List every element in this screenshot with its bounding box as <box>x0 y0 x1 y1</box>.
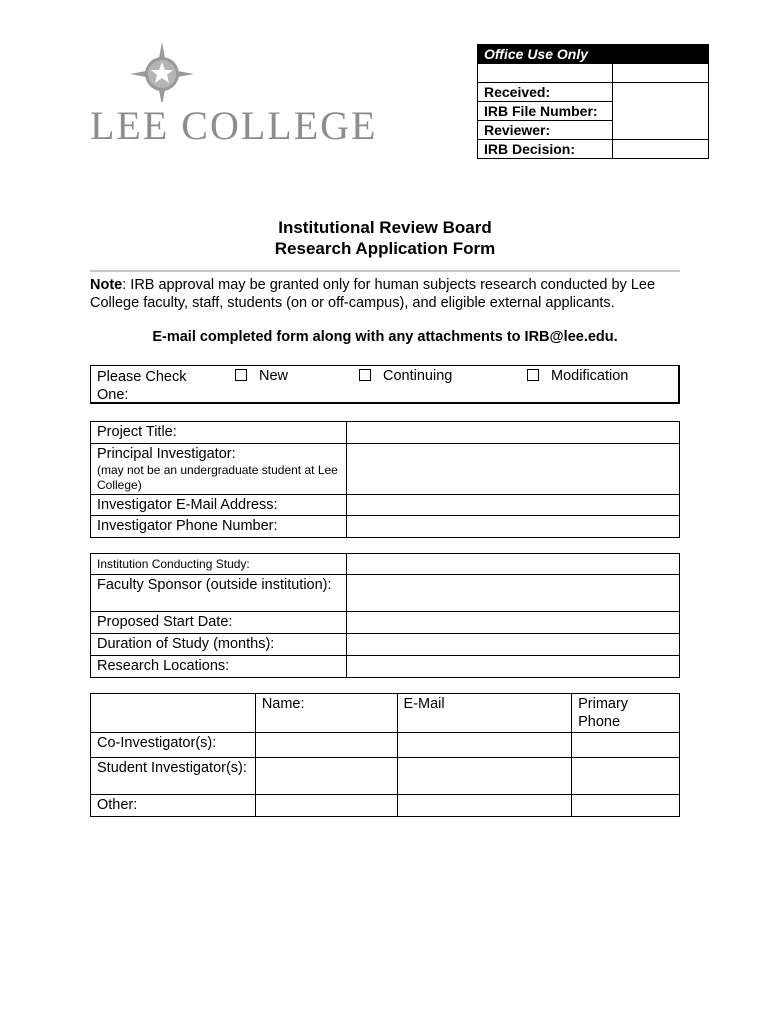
project-title-label: Project Title: <box>91 422 347 444</box>
page-title: Institutional Review Board <box>278 218 492 237</box>
faculty-sponsor-label: Faculty Sponsor (outside institution): <box>91 575 347 612</box>
investigator-email-field[interactable] <box>347 495 680 516</box>
co-investigators-table <box>90 693 680 817</box>
student-investigator-name[interactable] <box>255 758 397 795</box>
irb-decision-label: IRB Decision: <box>478 140 613 159</box>
option-continuing-label: Continuing <box>383 368 453 384</box>
checkbox-modification[interactable] <box>527 369 539 381</box>
student-investigator-phone[interactable] <box>572 758 680 795</box>
co-investigator-email[interactable] <box>397 733 572 758</box>
checkbox-new[interactable] <box>235 369 247 381</box>
email-instruction: E-mail completed form along with any attachments to IRB@lee.edu. <box>152 329 618 345</box>
office-use-header: Office Use Only <box>478 45 613 64</box>
option-new[interactable] <box>235 368 288 384</box>
option-modification-label: Modification <box>551 368 629 384</box>
study-table <box>90 553 680 678</box>
col-email-header: E-Mail <box>397 694 572 733</box>
reviewer-label: Reviewer: <box>478 121 613 140</box>
co-investigator-name[interactable] <box>255 733 397 758</box>
co-investigator-label: Co-Investigator(s): <box>91 733 256 758</box>
pi-note: (may not be an undergraduate student at Lee College) <box>97 463 338 492</box>
research-locations-field[interactable] <box>347 656 680 678</box>
irb-file-label: IRB File Number: <box>478 102 613 121</box>
investigator-phone-field[interactable] <box>347 516 680 538</box>
logo-wordmark: LEE COLLEGE <box>90 103 378 148</box>
irb-decision-value[interactable] <box>613 140 709 159</box>
lee-college-logo <box>90 40 378 150</box>
compass-star-icon <box>90 40 350 102</box>
note-text: : IRB approval may be granted only for human subjects research conducted by Lee College faculty, staff, students (on or off-campus), and eligible external applicants. <box>90 277 656 311</box>
duration-label: Duration of Study (months): <box>91 634 347 656</box>
checkbox-continuing[interactable] <box>359 369 371 381</box>
institution-field[interactable] <box>347 554 680 575</box>
start-date-field[interactable] <box>347 612 680 634</box>
investigator-table <box>90 421 680 538</box>
office-blank-cell[interactable] <box>613 64 709 83</box>
project-title-field[interactable] <box>347 422 680 444</box>
please-check-label: Please Check One: <box>97 369 187 403</box>
office-use-table <box>477 44 709 159</box>
option-modification[interactable] <box>527 368 628 384</box>
faculty-sponsor-field[interactable] <box>347 575 680 612</box>
duration-field[interactable] <box>347 634 680 656</box>
option-new-label: New <box>259 368 289 384</box>
option-continuing[interactable] <box>359 368 452 384</box>
office-use-header-blank <box>613 45 709 64</box>
institution-label: Institution Conducting Study: <box>91 554 347 575</box>
other-email[interactable] <box>397 795 572 817</box>
note-paragraph <box>90 276 685 312</box>
pi-field[interactable] <box>347 444 680 495</box>
office-blank-cell <box>478 64 613 83</box>
received-label: Received: <box>478 83 613 102</box>
col-name-header: Name: <box>255 694 397 733</box>
other-phone[interactable] <box>572 795 680 817</box>
header-blank <box>91 694 256 733</box>
col-phone-header: Primary Phone <box>572 694 680 733</box>
note-label: Note <box>90 277 123 293</box>
investigator-phone-label: Investigator Phone Number: <box>91 516 347 538</box>
pi-cell <box>91 444 347 495</box>
start-date-label: Proposed Start Date: <box>91 612 347 634</box>
page-subtitle: Research Application Form <box>274 239 496 258</box>
research-locations-label: Research Locations: <box>91 656 347 678</box>
student-investigator-label: Student Investigator(s): <box>91 758 256 795</box>
pi-label: Principal Investigator: <box>97 446 236 462</box>
other-label: Other: <box>91 795 256 817</box>
co-investigator-phone[interactable] <box>572 733 680 758</box>
investigator-email-label: Investigator E-Mail Address: <box>91 495 347 516</box>
other-name[interactable] <box>255 795 397 817</box>
office-value-cell[interactable] <box>613 83 709 140</box>
student-investigator-email[interactable] <box>397 758 572 795</box>
divider <box>90 270 680 272</box>
application-type-box <box>90 365 680 404</box>
